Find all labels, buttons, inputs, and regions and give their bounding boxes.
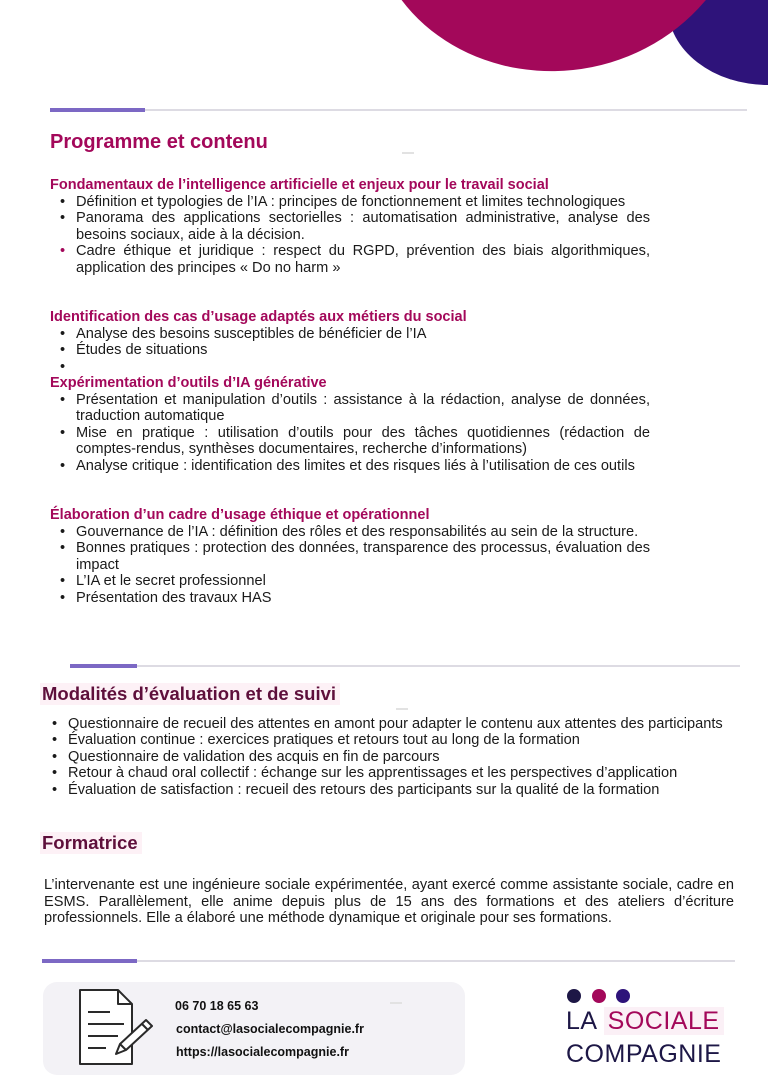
list-item: • Évaluation de satisfaction : recueil des retours des participants sur la qualité de la formation: [42, 782, 733, 798]
section-divider: [70, 665, 740, 667]
section-divider: [50, 109, 747, 111]
contact-email[interactable]: contact@lasocialecompagnie.fr: [176, 1022, 364, 1036]
decor-dash: [396, 708, 408, 710]
evaluation-list: [42, 716, 733, 798]
logo-la: LA: [566, 1007, 597, 1035]
programme-section-list: [50, 326, 650, 375]
list-item: • Évaluation continue : exercices pratiques et retours tout au long de la formation: [42, 732, 733, 748]
list-item: • Gouvernance de l’IA : définition des rôles et des responsabilités au sein de la structure.: [50, 524, 650, 540]
formatrice-description: L’intervenante est une ingénieure sociale expérimentée, ayant exercé comme assistante sociale, cadre en ESMS. Parallèlement, elle anime depuis plus de 15 ans des formations et des ateliers d’écriture professionnels. Elle a élaboré une méthode dynamique et originale pour ses formations.: [44, 877, 734, 927]
list-item: • Bonnes pratiques : protection des données, transparence des processus, évaluation des impact: [50, 540, 650, 573]
programme-section-heading: Expérimentation d’outils d’IA générative: [50, 375, 327, 391]
list-item: • Panorama des applications sectorielles : automatisation administrative, analyse des besoins sociaux, aide à la décision.: [50, 210, 650, 243]
logo-dot: [592, 989, 606, 1003]
list-item: • Présentation des travaux HAS: [50, 590, 650, 606]
document-pen-icon: [74, 988, 156, 1068]
list-item: • L’IA et le secret professionnel: [50, 573, 650, 589]
list-item: • Mise en pratique : utilisation d’outils pour des tâches quotidiennes (rédaction de comptes-rendus, synthèses documentaires, recherche d’informations): [50, 425, 650, 458]
logo-sociale: SOCIALE: [604, 1007, 724, 1035]
decor-dash: [390, 1002, 402, 1004]
programme-section-list: [50, 392, 650, 474]
logo-dot: [567, 989, 581, 1003]
list-item: [50, 359, 650, 375]
list-item: • Présentation et manipulation d’outils : assistance à la rédaction, analyse de données, traduction automatique: [50, 392, 650, 425]
evaluation-title: Modalités d’évaluation et de suivi: [40, 683, 340, 705]
contact-phone[interactable]: 06 70 18 65 63: [175, 999, 259, 1013]
programme-section-list: [50, 524, 650, 606]
logo-line-1: [566, 1007, 724, 1036]
list-item: • Études de situations: [50, 342, 650, 358]
list-item: • Questionnaire de validation des acquis en fin de parcours: [42, 749, 733, 765]
list-item: • Questionnaire de recueil des attentes en amont pour adapter le contenu aux attentes des participants: [42, 716, 733, 732]
list-item: • Retour à chaud oral collectif : échange sur les apprentissages et les perspectives d’application: [42, 765, 733, 781]
formatrice-title: Formatrice: [40, 832, 142, 854]
list-item: • Définition et typologies de l’IA : principes de fonctionnement et limites technologiques: [50, 194, 650, 210]
programme-section-heading: Identification des cas d’usage adaptés aux métiers du social: [50, 309, 467, 325]
programme-section-list: [50, 194, 650, 276]
decor-dash: [402, 152, 414, 154]
programme-title: Programme et contenu: [50, 131, 268, 153]
section-divider: [42, 960, 735, 962]
list-item: • Analyse critique : identification des limites et des risques liés à l’utilisation de ces outils: [50, 458, 650, 474]
programme-section-heading: Élaboration d’un cadre d’usage éthique et opérationnel: [50, 507, 430, 523]
logo-dot: [616, 989, 630, 1003]
logo-line-2: COMPAGNIE: [566, 1040, 722, 1068]
list-item: • Cadre éthique et juridique : respect du RGPD, prévention des biais algorithmiques, application des principes « Do no harm »: [50, 243, 650, 276]
contact-website[interactable]: https://lasocialecompagnie.fr: [176, 1045, 349, 1059]
list-item: • Analyse des besoins susceptibles de bénéficier de l’IA: [50, 326, 650, 342]
programme-section-heading: Fondamentaux de l’intelligence artificielle et enjeux pour le travail social: [50, 177, 549, 193]
